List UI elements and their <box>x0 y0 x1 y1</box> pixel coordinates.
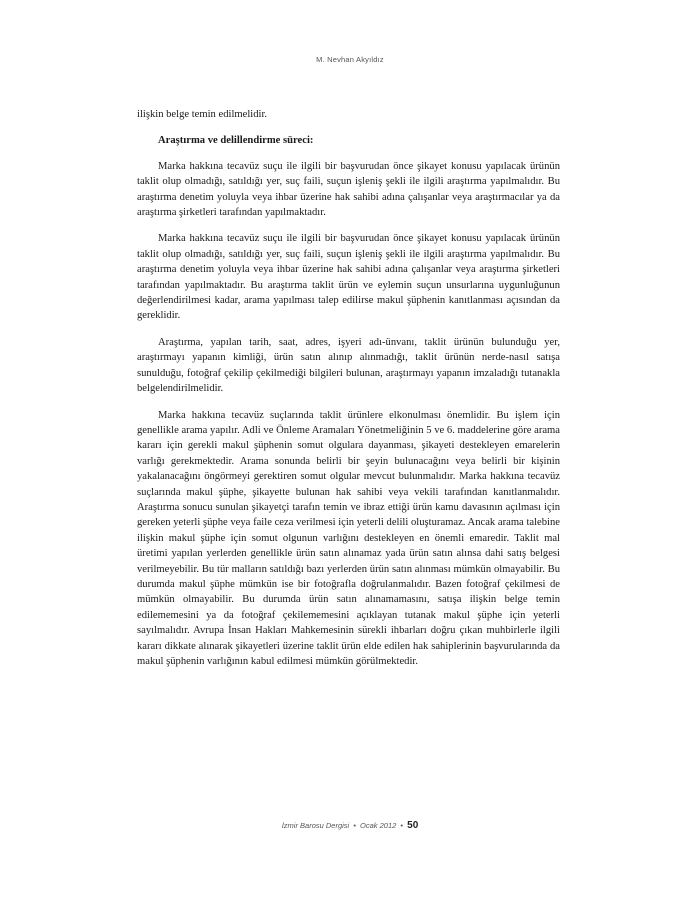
lead-paragraph: ilişkin belge temin edilmelidir. <box>137 109 268 120</box>
page-number: 50 <box>407 820 419 831</box>
footer-journal: İzmir Barosu Dergisi <box>281 821 350 830</box>
running-head-author: M. Nevhan Akyıldız <box>316 55 384 64</box>
section-heading: Araştırma ve delillendirme süreci: <box>158 135 314 147</box>
body-text <box>137 107 560 680</box>
paragraph-2: Marka hakkına tecavüz suçu ile ilgili bir başvurudan önce şikayet konusu yapılacak ürünün taklit olup olmadığı, satıldığı yer, suç faili, suçun işleniş şekli ile ilgili araştırma yapılmalıdır. Bu araştırma denetim yoluyla veya ihbar üzerine hak sahibi adına çalışanlar veya araştırma şirketleri tarafından yapılmaktadır. Bu araştırma taklit ürün ve eylemin suçun unsurlarına uygunluğunun değerlendirilmesi kadar, arama yapılması talep edilirse makul şüphenin kanıtlanması açısından da gereklidir. <box>137 233 560 322</box>
page-footer <box>0 820 700 831</box>
paragraph-3: Araştırma, yapılan tarih, saat, adres, işyeri adı-ünvanı, taklit ürünün bulunduğu yer, araştırmayı yapanın kimliği, ürün satın alınıp alınmadığı, taklit ürünün nerde-nasıl satışa sunulduğu, fotoğraf çekilip çekilmediği bilgileri bulunan, araştırmayı yapanın imzaladığı tutanakla belgelendirilmelidir. <box>137 336 560 395</box>
footer-separator-1: • <box>353 821 356 830</box>
footer-date: Ocak 2012 <box>360 821 397 830</box>
paragraph-1: Marka hakkına tecavüz suçu ile ilgili bir başvurudan önce şikayet konusu yapılacak ürünün taklit olup olmadığı, satıldığı yer, suç faili, suçun işleniş şekli ile ilgili araştırma yapılmalıdır. Bu araştırma denetim yoluyla veya ihbar üzerine hak sahibi adına çalışanlar veya araştırmacılar ya da araştırma şirketleri tarafından yapılmaktadır. <box>137 160 560 219</box>
paragraph-4: Marka hakkına tecavüz suçlarında taklit ürünlere elkonulması önemlidir. Bu işlem için genellikle arama yapılır. Adli ve Önleme Aramaları Yönetmeliğinin 5 ve 6. maddelerine göre arama kararı için gerekli makul şüphenin somut olgulara dayanması, şikayeti destekleyen emarelerin varlığı gerekmektedir. Arama sonunda belirli bir şeyin bulunacağını veya belirli bir kişinin yakalanacağını öngörmeyi gerektiren somut olgular mevcut bulunmalıdır. Marka hakkına tecavüz suçlarında makul şüphe, şikayette bulunan hak sahibi veya vekili tarafından kanıtlanmalıdır. Araştırma sonucu sunulan şikayetçi tarafın temin ve ibraz ettiği ürün kamu davasının açılması için gereken yeterli şüphe veya faile ceza verilmesi için yeterli delili oluşturamaz. Ancak arama talebine ilişkin makul şüphe için somut olgunun varlığını destekleyen en önemli emaredir. Taklit mal üretimi yapılan yerlerden genellikle ürün satın alınamaz yada ürün satın alınsa dahi satış belgesi verilmeyebilir. Bu tür malların satıldığı bazı yerlerden ürün satın alınması mümkün olmayabilir. Bu durumda makul şüphe mümkün ise bir fotoğrafla doğrulanmalıdır. Bazen fotoğraf çekilmesi de mümkün olmayabilir. Bu durumda ürün satın alınamamasını, satışa ilişkin belge temin edilememesini ya da fotoğraf çekilememesini açıklayan tutanak makul şüphe için yeterli sayılmalıdır. Avrupa İnsan Hakları Mahkemesinin sürekli ihbarları doğru çıkan muhbirlerle ilgili kararı dikkate alınarak şikayetleri üzerine taklit ürün elde edilen hak sahiplerinin başvurularında da makul şüphenin varlığının kabul edilmesi mümkün görülmektedir. <box>137 409 560 667</box>
footer-separator-2: • <box>400 821 404 830</box>
